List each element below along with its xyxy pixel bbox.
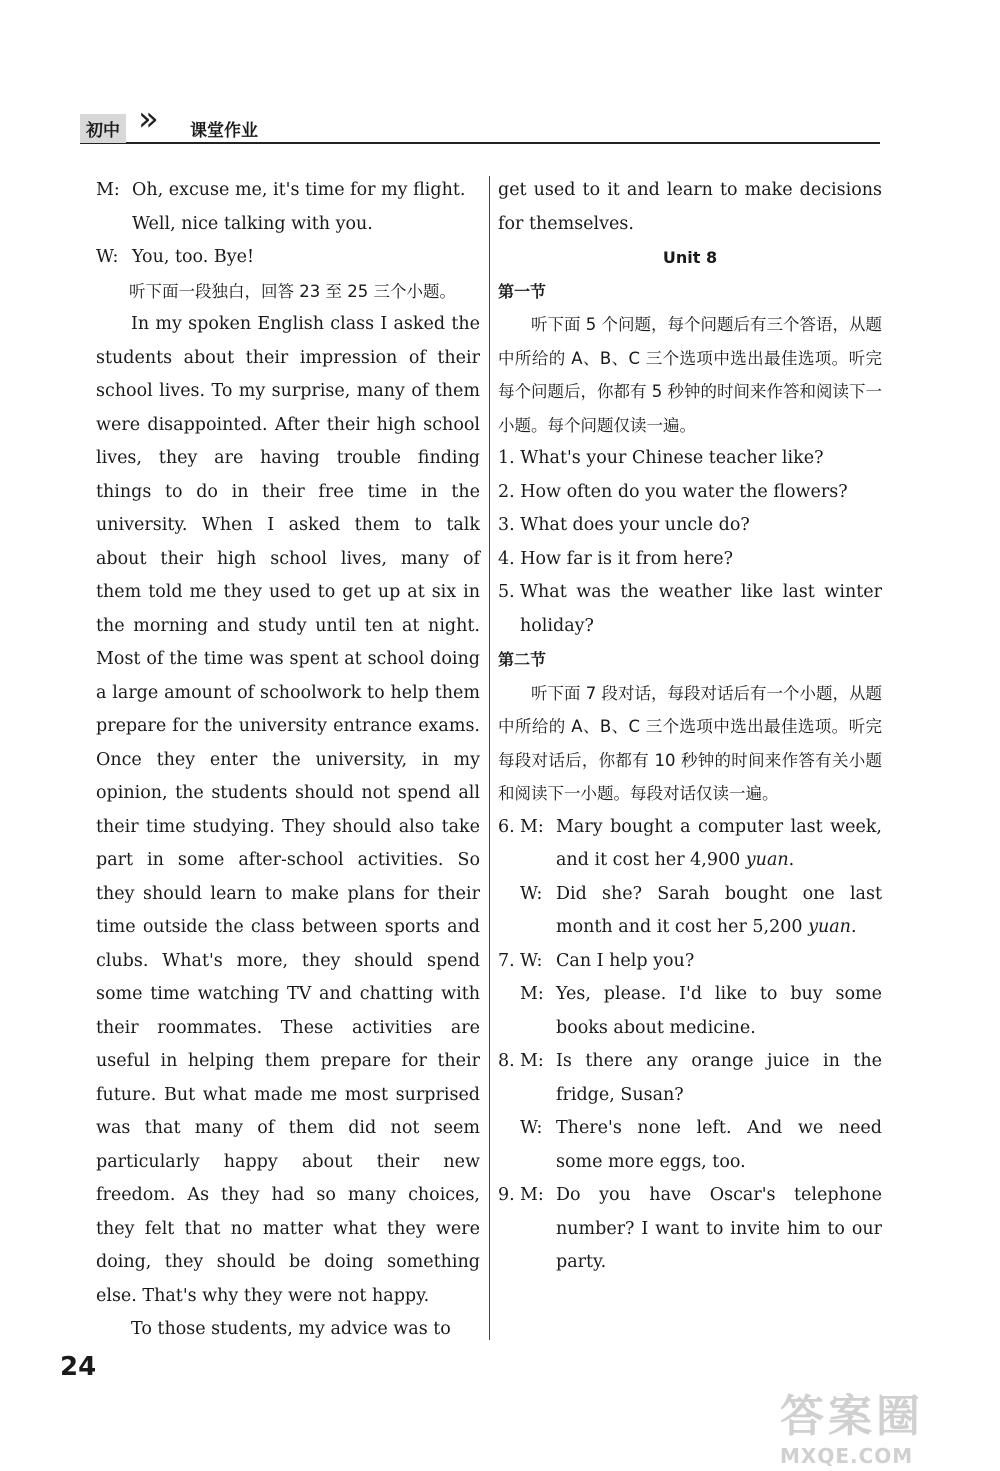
dialogue-6-reply: W: Did she? Sarah bought one last month and it cost her 5,200 yuan. xyxy=(498,878,882,945)
dialogue-turn xyxy=(96,174,480,241)
dialogue-number: 8. xyxy=(498,1051,515,1071)
section-1-heading: 第一节 xyxy=(498,281,547,301)
dialogue-text: Do you have Oscar's telephone number? I want to invite him to our party. xyxy=(556,1185,882,1272)
watermark-logo xyxy=(780,1380,970,1468)
question-5 xyxy=(498,576,882,643)
speaker-label: M: xyxy=(96,180,120,200)
speaker-label: M: xyxy=(520,816,544,837)
currency-word: yuan xyxy=(808,917,851,937)
dialogue-7 xyxy=(498,945,882,979)
unit-heading: Unit 8 xyxy=(662,248,718,267)
dialogue-text: Mary bought a computer last week, and it cost her 4,900 xyxy=(556,816,882,870)
dialogue-text: Can I help you? xyxy=(556,950,695,971)
dialogue-text: Is there any orange juice in the fridge, Susan? xyxy=(556,1051,882,1105)
dialogue-number: 6. xyxy=(498,816,515,837)
grade-level-label: 初中 xyxy=(80,114,126,143)
monologue-passage: In my spoken English class I asked the students about their impression of their school lives. To my surprise, many of them were disappointed. After their high school lives, they are having trouble finding things to do in their free time in the university. When I asked them to talk about their high school lives, many of them told me they used to get up at six in the morning and study until ten at night. Most of the time was spent at school doing a large amount of schoolwork to help them prepare for the university entrance exams. Once they enter the university, in my opinion, the students should not spend all their time studying. They should also take part in some after-school activities. So they should learn to make plans for their time outside the class between sports and clubs. What's more, they should spend some time watching TV and chatting with their roommates. These activities are useful in helping them prepare for their future. But what made me most surprised was that many of them did not seem particularly happy about their new freedom. As they had so many choices, they felt that no matter what they were doing, they should be doing something else. That's why they were not happy. xyxy=(96,314,480,1306)
column-divider xyxy=(489,176,490,1340)
dialogue-8-reply xyxy=(498,1112,882,1179)
section-2-instruction: 听下面 7 段对话，每段对话后有一个小题，从题中所给的 A、B、C 三个选项中选出最佳选项。听完每段对话后，你都有 10 秒钟的时间来作答有关小题和阅读下一小题。每段对话仅读一遍。 xyxy=(498,683,882,803)
dialogue-number: 7. xyxy=(498,950,515,971)
dialogue-7-reply xyxy=(498,978,882,1045)
dialogue-text: Yes, please. I'd like to buy some books about medicine. xyxy=(556,984,882,1038)
dialogue-number: 9. xyxy=(498,1185,515,1205)
left-column xyxy=(96,174,480,1347)
speaker-label: W: xyxy=(520,883,543,904)
dialogue-text: Oh, excuse me, it's time for my flight. xyxy=(132,180,466,200)
speaker-label: M: xyxy=(520,1051,544,1071)
dialogue-turn xyxy=(96,241,480,275)
speaker-label: M: xyxy=(520,984,544,1004)
watermark-text: 答案圈 xyxy=(780,1391,924,1442)
book-title: 课堂作业 xyxy=(190,121,258,141)
page-number: 24 xyxy=(60,1352,97,1382)
dialogue-text: There's none left. And we need some more eggs, too. xyxy=(556,1118,882,1172)
dialogue-text: Well, nice talking with you. xyxy=(132,213,373,234)
currency-word: yuan xyxy=(745,850,789,870)
speaker-label: M: xyxy=(520,1185,544,1205)
right-column xyxy=(498,174,882,1280)
section-1-instruction: 听下面 5 个问题，每个问题后有三个答语，从题中所给的 A、B、C 三个选项中选出最佳选项。听完每个问题后，你都有 5 秒钟的时间来作答和阅读下一小题。每个问题仅读一遍。 xyxy=(498,315,882,435)
question-4: 4. How far is it from here? xyxy=(498,548,734,569)
question-text: What was the weather like last winter holiday? xyxy=(520,582,882,636)
dialogue-text: Did she? Sarah bought one last month and it cost her 5,200 xyxy=(556,883,882,937)
watermark-url: MXQE.COM xyxy=(780,1444,914,1468)
dialogue-8 xyxy=(498,1045,882,1112)
speaker-label: W: xyxy=(96,247,119,267)
question-2: 2. How often do you water the flowers? xyxy=(498,481,848,502)
dialogue-6: 6. M: Mary bought a computer last week, and it cost her 4,900 yuan. xyxy=(498,811,882,878)
double-chevron-icon: » xyxy=(138,99,149,139)
speaker-label: W: xyxy=(520,1118,543,1138)
page-header xyxy=(80,100,880,144)
dialogue-text: You, too. Bye! xyxy=(132,247,255,267)
speaker-label: W: xyxy=(520,950,543,971)
question-number: 5. xyxy=(498,582,515,602)
monologue-instruction: 听下面一段独白，回答 23 至 25 三个小题。 xyxy=(129,281,456,301)
passage-continuation: get used to it and learn to make decisions for themselves. xyxy=(498,180,882,234)
dialogue-9 xyxy=(498,1179,882,1280)
question-3: 3. What does your uncle do? xyxy=(498,515,750,535)
monologue-last-line: To those students, my advice was to xyxy=(131,1319,451,1339)
question-1: 1. What's your Chinese teacher like? xyxy=(498,448,824,468)
section-2-heading: 第二节 xyxy=(498,650,547,669)
